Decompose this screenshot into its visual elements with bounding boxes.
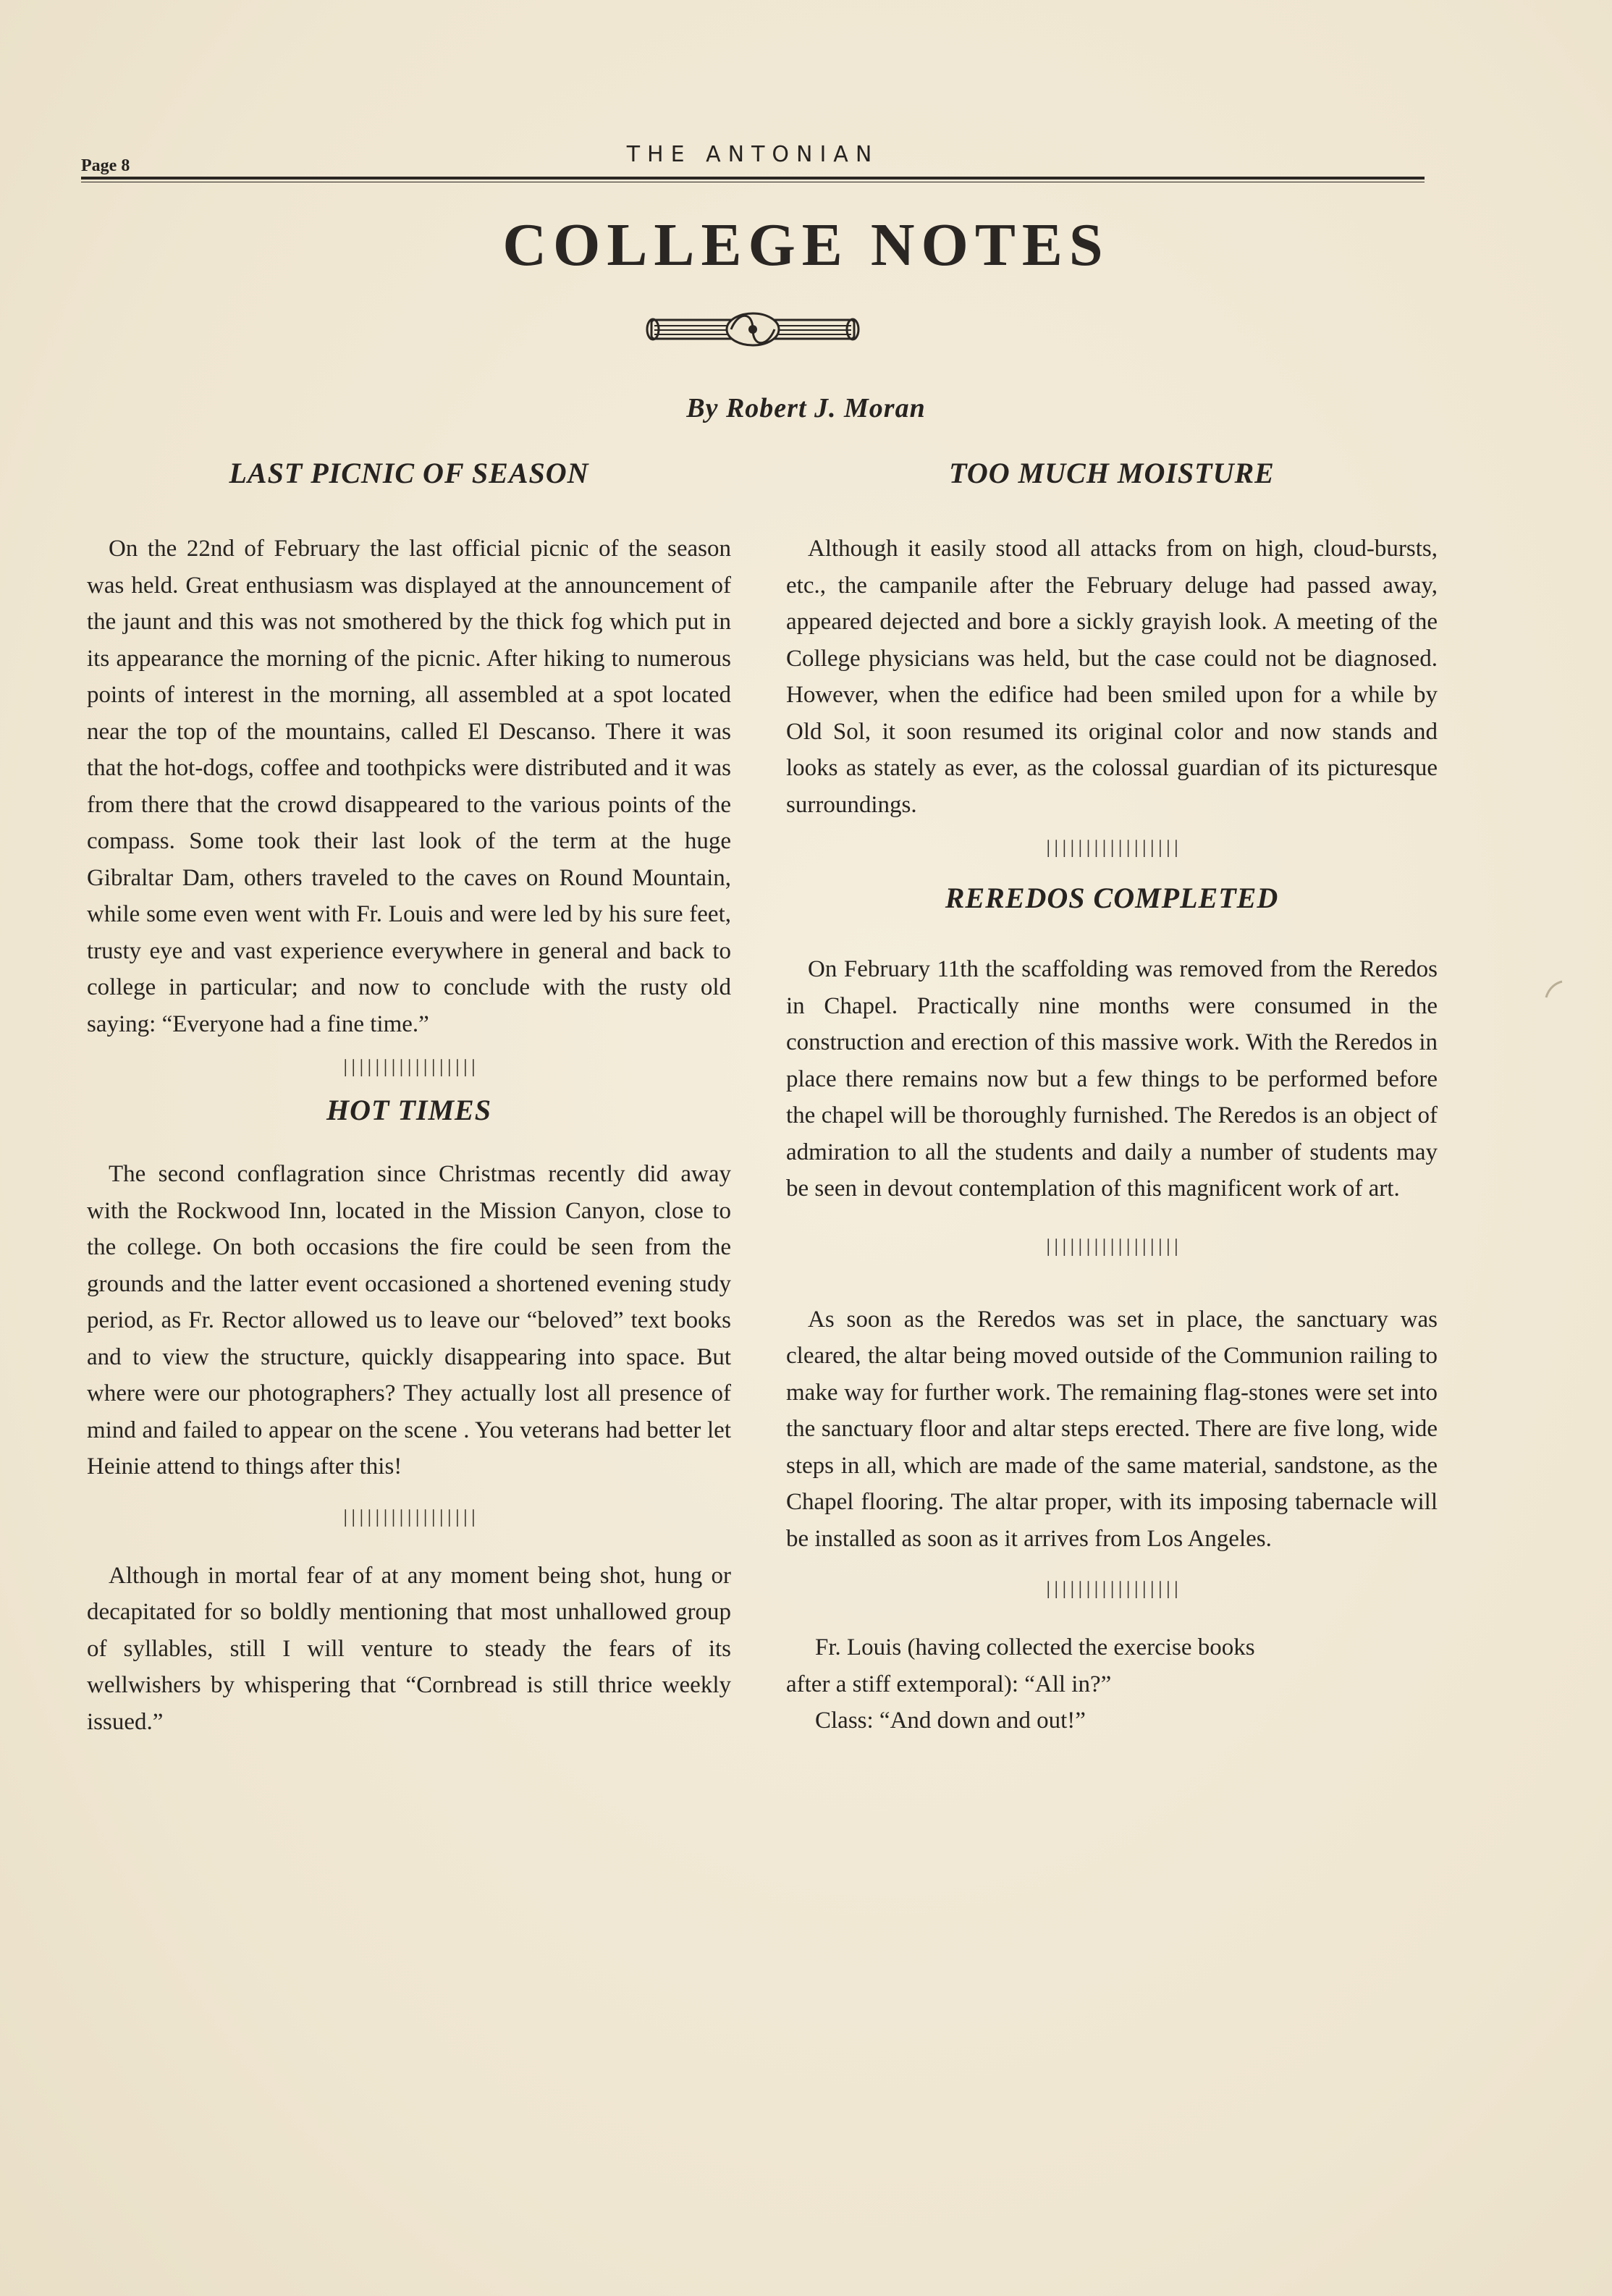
section-divider: │││││││││││││││││ xyxy=(341,1508,477,1527)
heading-last-picnic: LAST PICNIC OF SEASON xyxy=(229,457,589,489)
article-sanctuary: As soon as the Reredos was set in place, the sanctuary was cleared, the altar being moved outside of the Communion railing to make way for further work. The remaining flag-stones were set into the sanctuary floor and altar steps erected. There are five long, wide steps in all, which are made of the same material, sandstone, as the Chapel flooring. The altar proper, with its imposing tabernacle will be installed as soon as it arrives from Los Angeles. xyxy=(786,1306,1438,1552)
right-column xyxy=(786,456,1438,1739)
section-divider: │││││││││││││││││ xyxy=(1044,840,1180,857)
article-hot-times: The second conflagration since Christmas recently did away with the Rockwood Inn, located in the Mission Canyon, close to the college. On both occasions the fire could be seen from the grounds and the latter event occasioned a shortened evening study period, as Fr. Rector allowed us to leave our “beloved” text books and to view the structure, quickly disappearing into space. But where were our photographers? They actually lost all presence of mind and failed to appear on the scene . You veterans had better let Heinie attend to things after this! xyxy=(87,1161,731,1480)
page-title: COLLEGE NOTES xyxy=(502,211,1110,279)
journal-name: THE ANTONIAN xyxy=(626,142,879,167)
section-divider: │││││││││││││││││ xyxy=(1044,1581,1180,1598)
scroll-ornament-icon xyxy=(644,304,861,355)
byline: By Robert J. Moran xyxy=(686,393,926,423)
joke-line-2: after a stiff extemporal): “All in?” xyxy=(786,1671,1112,1697)
page-number: Page 8 xyxy=(81,156,130,175)
running-head xyxy=(81,142,1425,182)
article-too-much-moisture: Although it easily stood all attacks from on high, cloud-bursts, etc., the campanile after the February deluge had passed away, appeared dejected and bore a sickly grayish look. A meeting of the College physicians was held, but the case could not be diagnosed. However, when the edifice had been smiled upon for a while by Old Sol, it soon resumed its original color and now stands and looks as stately as ever, as the colossal guardian of its picturesque surroundings. xyxy=(786,536,1438,818)
heading-hot-times: HOT TIMES xyxy=(326,1094,491,1126)
heading-reredos-completed: REREDOS COMPLETED xyxy=(945,882,1279,914)
article-cornbread: Although in mortal fear of at any moment being shot, hung or decapitated for so boldly mentioning that most unhallowed group of syllables, still I will venture to steady the fears of its wellwishers by whispering that “Cornbread is still thrice weekly issued.” xyxy=(87,1562,731,1735)
article-last-picnic: On the 22nd of February the last official picnic of the season was held. Great enthusiasm was displayed at the announcement of the jaunt and this was not smothered by the thick fog which put in its appearance the morning of the picnic. After hiking to numerous points of interest in the morning, all assembled at a spot located near the top of the mountains, called El Descanso. There it was that the hot-dogs, coffee and toothpicks were distributed and it was from there that the crowd disappeared to the various points of the compass. Some took their last look of the term at the huge Gibraltar Dam, others traveled to the caves on Round Mountain, while some even went with Fr. Louis and were led by his sure feet, trusty eye and vast experience everywhere in general and back to college in particular; and now to conclude with the rusty old saying: “Everyone had a fine time.” xyxy=(87,536,731,1037)
article-reredos-completed: On February 11th the scaffolding was removed from the Reredos in Chapel. Practically nine months were consumed in the construction and erection of this massive work. With the Reredos in place there remains now but a few things to be performed before the chapel will be thoroughly furnished. The Reredos is an object of admiration to all the students and daily a number of students may be seen in devout contemplation of this magnificent work of art. xyxy=(786,956,1438,1202)
section-divider: │││││││││││││││││ xyxy=(341,1059,477,1076)
heading-too-much-moisture: TOO MUCH MOISTURE xyxy=(949,457,1275,489)
page-corner-mark-icon xyxy=(1543,979,1565,1000)
header-rule xyxy=(81,177,1425,180)
joke-line-3: Class: “And down and out!” xyxy=(815,1708,1086,1734)
left-column xyxy=(87,456,731,1740)
joke-line-1: Fr. Louis (having collected the exercise books xyxy=(815,1634,1255,1660)
section-divider: │││││││││││││││││ xyxy=(1044,1238,1180,1256)
